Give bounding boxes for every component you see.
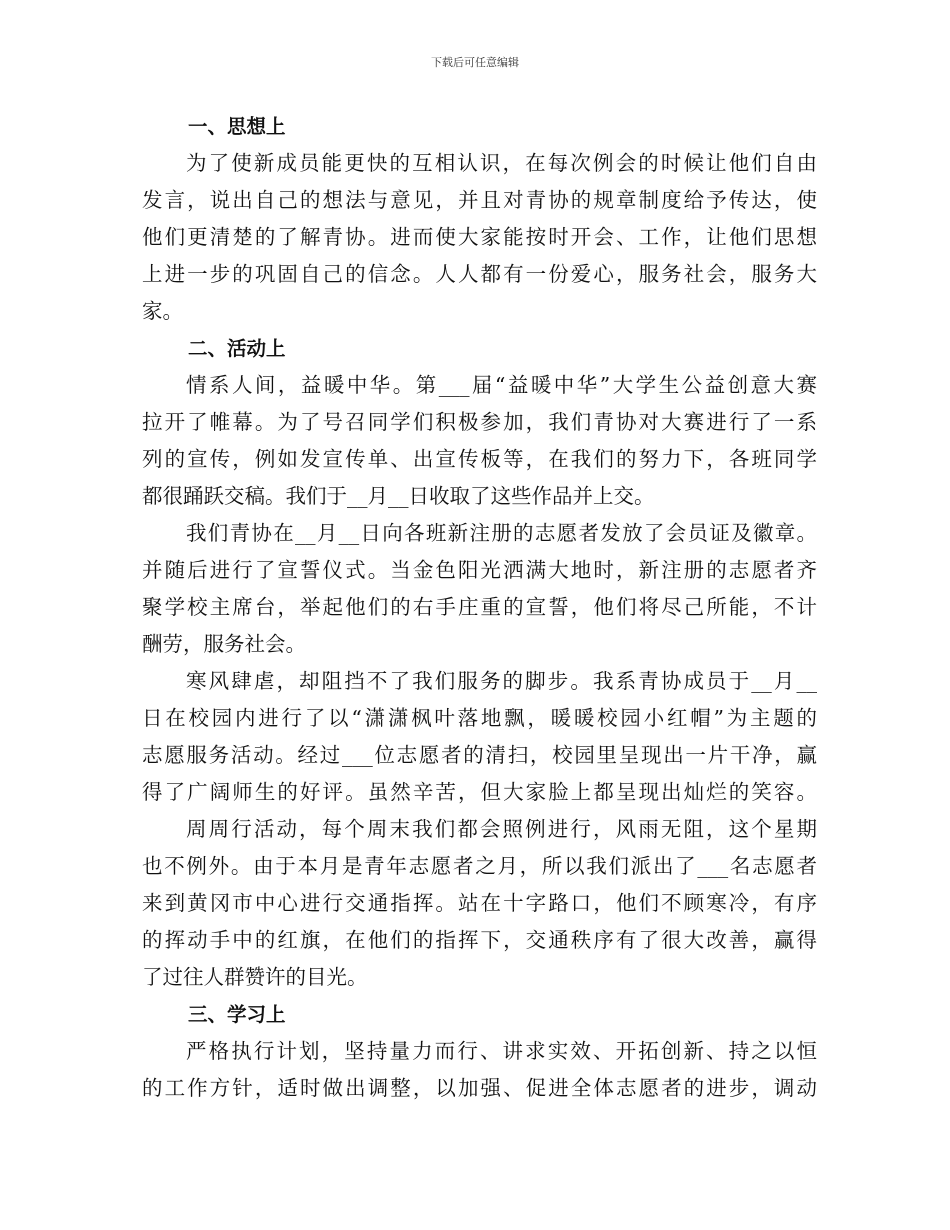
text-line: 得了广阔师生的好评。虽然辛苦，但大家脸上都呈现出灿烂的笑容。: [142, 780, 817, 804]
text-line: 志愿服务活动。经过___位志愿者的清扫，校园里呈现出一片干净，赢: [142, 743, 817, 767]
text-line: 的挥动手中的红旗，在他们的指挥下，交通秩序有了很大改善，赢得: [142, 928, 817, 952]
text-line: 情系人间，益暖中华。第___届“益暖中华”大学生公益创意大赛: [186, 373, 817, 397]
text-line: 为了使新成员能更快的互相认识，在每次例会的时候让他们自由: [186, 151, 817, 175]
text-line: 严格执行计划，坚持量力而行、讲求实效、开拓创新、持之以恒: [186, 1039, 817, 1063]
text-line: 了过往人群赞许的目光。: [142, 965, 368, 989]
text-line: 酬劳，服务社会。: [142, 632, 306, 656]
text-line: 的工作方针，适时做出调整，以加强、促进全体志愿者的进步，调动: [142, 1076, 817, 1100]
page-header: 下载后可任意编辑: [431, 56, 519, 69]
text-line: 并随后进行了宣誓仪式。当金色阳光洒满大地时，新注册的志愿者齐: [142, 558, 817, 582]
text-line: 日在校园内进行了以“潇潇枫叶落地飘，暖暖校园小红帽”为主题的: [142, 706, 817, 730]
section-heading: 二、活动上: [188, 337, 286, 360]
paragraph: [142, 663, 817, 811]
text-line: 寒风肆虐，却阻挡不了我们服务的脚步。我系青协成员于__月__: [186, 669, 817, 693]
section-heading: 一、思想上: [188, 115, 286, 138]
text-line: 也不例外。由于本月是青年志愿者之月，所以我们派出了___名志愿者: [142, 854, 817, 878]
text-line: 聚学校主席台，举起他们的右手庄重的宣誓，他们将尽己所能，不计: [142, 595, 817, 619]
text-line: 发言，说出自己的想法与意见，并且对青协的规章制度给予传达，使: [142, 188, 817, 212]
text-line: 都很踊跃交稿。我们于__月__日收取了这些作品并上交。: [142, 484, 655, 508]
paragraph: [142, 515, 817, 663]
section-heading: 三、学习上: [188, 1003, 286, 1026]
text-line: 我们青协在__月__日向各班新注册的志愿者发放了会员证及徽章。: [186, 521, 817, 545]
paragraph: [142, 367, 817, 515]
text-line: 周周行活动，每个周末我们都会照例进行，风雨无阻，这个星期: [186, 817, 817, 841]
text-line: 家。: [142, 299, 183, 323]
text-line: 拉开了帷幕。为了号召同学们积极参加，我们青协对大赛进行了一系: [142, 410, 817, 434]
paragraph: [142, 1033, 817, 1107]
paragraph: [142, 145, 817, 330]
paragraph: [142, 811, 817, 996]
text-line: 来到黄冈市中心进行交通指挥。站在十字路口，他们不顾寒冷，有序: [142, 891, 817, 915]
text-line: 他们更清楚的了解青协。进而使大家能按时开会、工作，让他们思想: [142, 225, 817, 249]
text-line: 上进一步的巩固自己的信念。人人都有一份爱心，服务社会，服务大: [142, 262, 817, 286]
text-line: 列的宣传，例如发宣传单、出宣传板等，在我们的努力下，各班同学: [142, 447, 817, 471]
document-body: [142, 108, 817, 1107]
